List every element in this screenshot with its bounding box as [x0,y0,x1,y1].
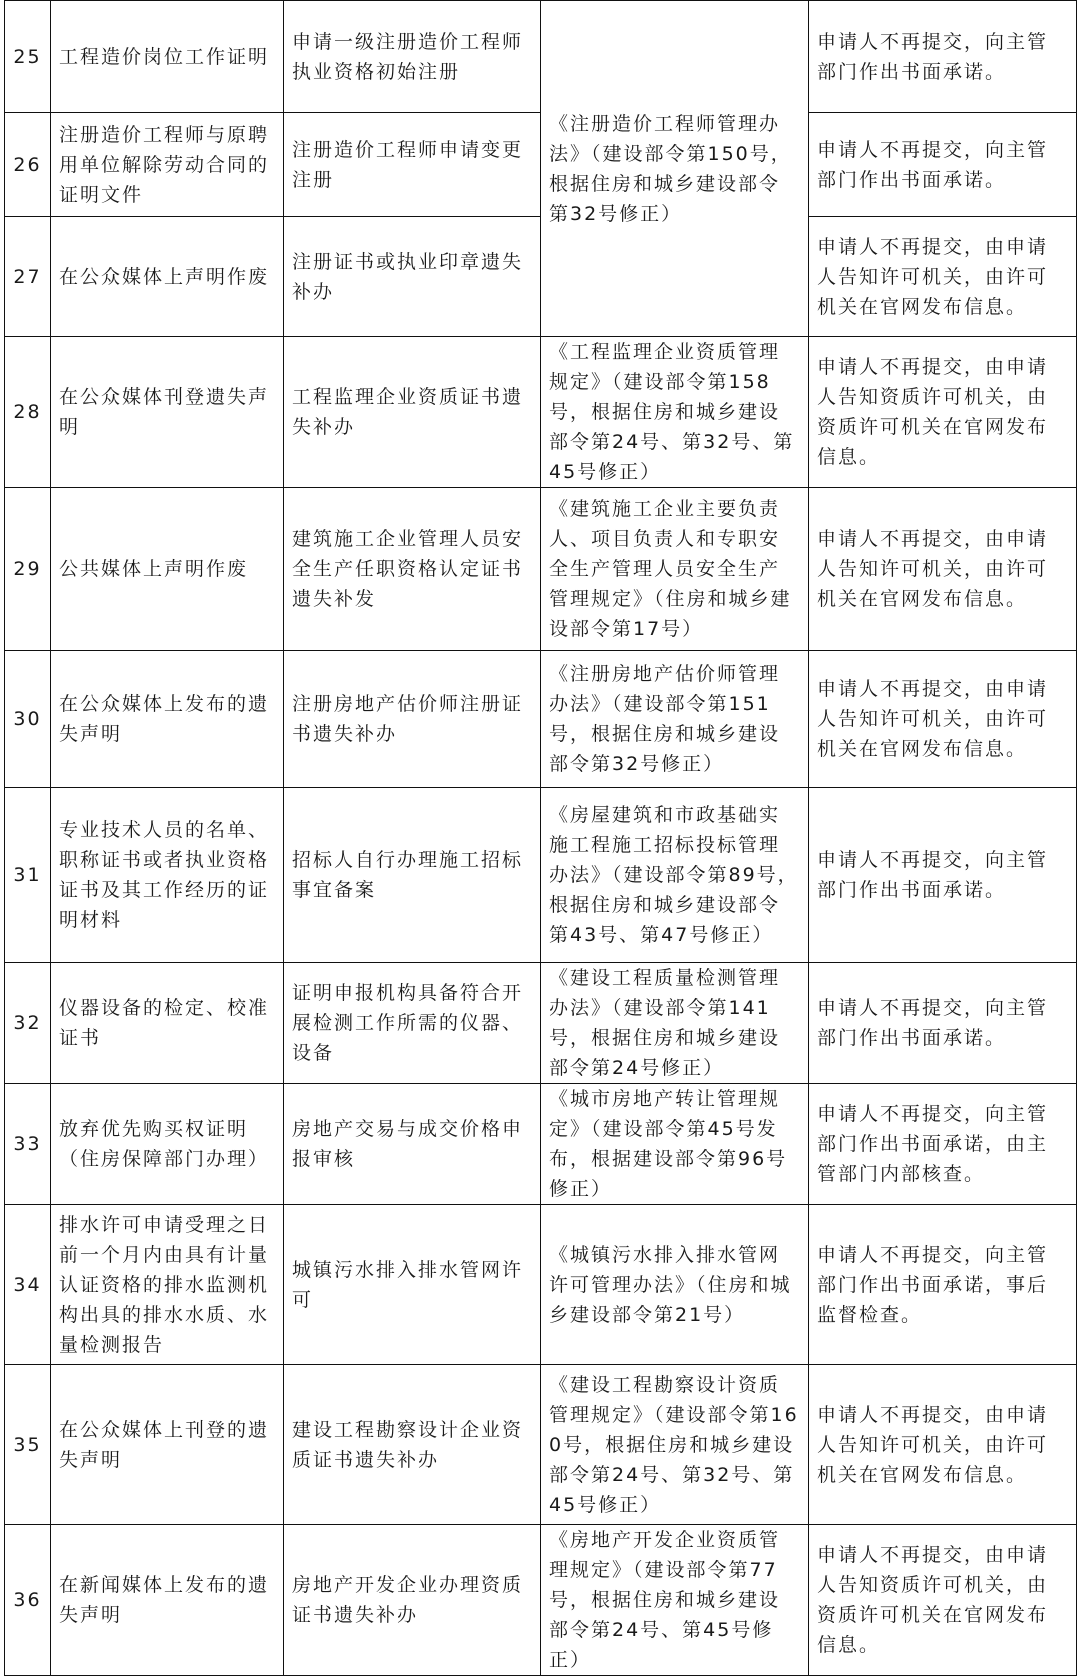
cancellation-measure: 申请人不再提交，向主管部门作出书面承诺，由主管部门内部核查。 [809,1084,1077,1205]
legal-basis: 《城镇污水排入排水管网许可管理办法》（住房和城乡建设部令第21号） [541,1205,809,1365]
row-number: 31 [5,788,51,963]
service-item: 建筑施工企业管理人员安全生产任职资格认定证书遗失补发 [284,488,541,651]
cancellation-measure: 申请人不再提交，由申请人告知许可机关，由许可机关在官网发布信息。 [809,1365,1077,1525]
cancellation-measure: 申请人不再提交，由申请人告知资质许可机关，由资质许可机关在官网发布信息。 [809,337,1077,488]
legal-basis: 《房地产开发企业资质管理规定》（建设部令第77号，根据住房和城乡建设部令第24号、第45号修正） [541,1525,809,1676]
cancellation-measure: 申请人不再提交，向主管部门作出书面承诺。 [809,963,1077,1084]
service-item: 工程监理企业资质证书遗失补办 [284,337,541,488]
service-item: 建设工程勘察设计企业资质证书遗失补办 [284,1365,541,1525]
table-row [5,963,1077,1084]
cancellation-measure: 申请人不再提交，向主管部门作出书面承诺。 [809,1,1077,113]
certification-material: 在公众媒体刊登遗失声明 [51,337,284,488]
service-item: 城镇污水排入排水管网许可 [284,1205,541,1365]
certification-material: 工程造价岗位工作证明 [51,1,284,113]
cancellation-measure: 申请人不再提交，向主管部门作出书面承诺。 [809,788,1077,963]
certification-material: 注册造价工程师与原聘用单位解除劳动合同的证明文件 [51,113,284,217]
legal-basis: 《建设工程勘察设计资质管理规定》（建设部令第160号，根据住房和城乡建设部令第24号、第32号、第45号修正） [541,1365,809,1525]
certification-items-table [4,0,1077,1676]
row-number: 36 [5,1525,51,1676]
legal-basis: 《建筑施工企业主要负责人、项目负责人和专职安全生产管理人员安全生产管理规定》（住房和城乡建设部令第17号） [541,488,809,651]
cancellation-measure: 申请人不再提交，向主管部门作出书面承诺。 [809,113,1077,217]
table-row [5,651,1077,788]
table-row [5,1365,1077,1525]
row-number: 25 [5,1,51,113]
certification-material: 公共媒体上声明作废 [51,488,284,651]
service-item: 注册证书或执业印章遗失补办 [284,217,541,337]
certification-material: 仪器设备的检定、校准证书 [51,963,284,1084]
service-item: 注册房地产估价师注册证书遗失补办 [284,651,541,788]
table-row [5,1084,1077,1205]
service-item: 申请一级注册造价工程师执业资格初始注册 [284,1,541,113]
cancellation-measure: 申请人不再提交，由申请人告知许可机关，由许可机关在官网发布信息。 [809,217,1077,337]
certification-material: 专业技术人员的名单、职称证书或者执业资格证书及其工作经历的证明材料 [51,788,284,963]
service-item: 房地产交易与成交价格申报审核 [284,1084,541,1205]
certification-material: 在公众媒体上发布的遗失声明 [51,651,284,788]
row-number: 33 [5,1084,51,1205]
table-row [5,1205,1077,1365]
legal-basis: 《注册造价工程师管理办法》（建设部令第150号，根据住房和城乡建设部令第32号修正） [541,1,809,337]
legal-basis: 《注册房地产估价师管理办法》（建设部令第151号，根据住房和城乡建设部令第32号修正） [541,651,809,788]
row-number: 29 [5,488,51,651]
legal-basis: 《建设工程质量检测管理办法》（建设部令第141号，根据住房和城乡建设部令第24号修正） [541,963,809,1084]
table-row [5,1525,1077,1676]
row-number: 26 [5,113,51,217]
row-number: 28 [5,337,51,488]
table-row [5,337,1077,488]
cancellation-measure: 申请人不再提交，由申请人告知资质许可机关，由资质许可机关在官网发布信息。 [809,1525,1077,1676]
table-row [5,488,1077,651]
cancellation-measure: 申请人不再提交，由申请人告知许可机关，由许可机关在官网发布信息。 [809,651,1077,788]
service-item: 注册造价工程师申请变更注册 [284,113,541,217]
service-item: 证明申报机构具备符合开展检测工作所需的仪器、设备 [284,963,541,1084]
legal-basis: 《房屋建筑和市政基础实施工程施工招标投标管理办法》（建设部令第89号，根据住房和城乡建设部令第43号、第47号修正） [541,788,809,963]
table-row [5,1,1077,113]
certification-material: 在新闻媒体上发布的遗失声明 [51,1525,284,1676]
row-number: 32 [5,963,51,1084]
cancellation-measure: 申请人不再提交，由申请人告知许可机关，由许可机关在官网发布信息。 [809,488,1077,651]
certification-material: 放弃优先购买权证明（住房保障部门办理） [51,1084,284,1205]
row-number: 30 [5,651,51,788]
service-item: 招标人自行办理施工招标事宜备案 [284,788,541,963]
certification-material: 在公众媒体上刊登的遗失声明 [51,1365,284,1525]
table-row [5,788,1077,963]
legal-basis: 《工程监理企业资质管理规定》（建设部令第158号，根据住房和城乡建设部令第24号、第32号、第45号修正） [541,337,809,488]
legal-basis: 《城市房地产转让管理规定》（建设部令第45号发布，根据建设部令第96号修正） [541,1084,809,1205]
certification-material: 排水许可申请受理之日前一个月内由具有计量认证资格的排水监测机构出具的排水水质、水量检测报告 [51,1205,284,1365]
certification-material: 在公众媒体上声明作废 [51,217,284,337]
cancellation-measure: 申请人不再提交，向主管部门作出书面承诺，事后监督检查。 [809,1205,1077,1365]
row-number: 27 [5,217,51,337]
row-number: 35 [5,1365,51,1525]
service-item: 房地产开发企业办理资质证书遗失补办 [284,1525,541,1676]
row-number: 34 [5,1205,51,1365]
